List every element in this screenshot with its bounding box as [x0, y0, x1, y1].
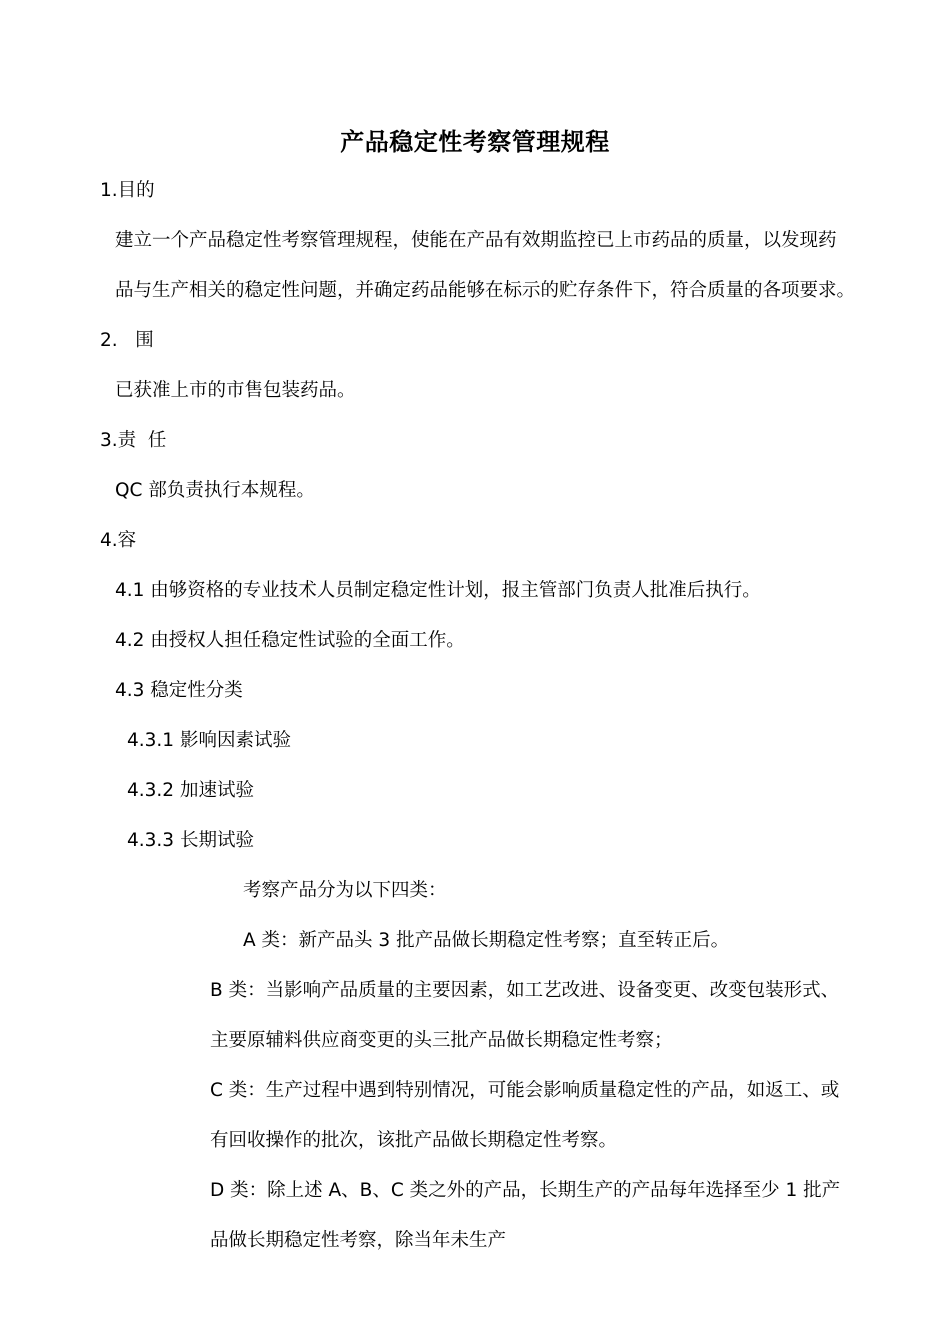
responsibility-text: QC 部负责执行本规程。 — [115, 480, 315, 501]
section-heading-responsibility: 3.责 任 — [100, 430, 167, 451]
section-heading-content: 4.容 — [100, 530, 137, 551]
purpose-text-line-1: 建立一个产品稳定性考察管理规程，使能在产品有效期监控已上市药品的质量，以发现药 — [115, 230, 837, 251]
category-d-line-1: D 类：除上述 A、B、C 类之外的产品，长期生产的产品每年选择至少 1 批产 — [210, 1180, 841, 1201]
section-heading-purpose: 1.目的 — [100, 180, 155, 201]
category-c-line-1: C 类：生产过程中遇到特别情况，可能会影响质量稳定性的产品，如返工、或 — [210, 1080, 840, 1101]
item-4-3-1: 4.3.1 影响因素试验 — [127, 730, 291, 751]
item-4-2: 4.2 由授权人担任稳定性试验的全面工作。 — [115, 630, 465, 651]
document-title: 产品稳定性考察管理规程 — [340, 128, 610, 156]
item-4-3-3: 4.3.3 长期试验 — [127, 830, 254, 851]
item-4-1: 4.1 由够资格的专业技术人员制定稳定性计划，报主管部门负责人批准后执行。 — [115, 580, 761, 601]
category-intro: 考察产品分为以下四类： — [243, 880, 447, 901]
scope-text: 已获准上市的市售包装药品。 — [115, 380, 356, 401]
item-4-3-2: 4.3.2 加速试验 — [127, 780, 254, 801]
category-d-line-2: 品做长期稳定性考察，除当年未生产 — [210, 1230, 507, 1251]
section-heading-scope: 2. 围 — [100, 330, 154, 351]
category-a: A 类：新产品头 3 批产品做长期稳定性考察；直至转正后。 — [243, 930, 730, 951]
category-b-line-1: B 类：当影响产品质量的主要因素，如工艺改进、设备变更、改变包装形式、 — [210, 980, 840, 1001]
category-c-line-2: 有回收操作的批次，该批产品做长期稳定性考察。 — [210, 1130, 618, 1151]
category-b-line-2: 主要原辅料供应商变更的头三批产品做长期稳定性考察； — [210, 1030, 673, 1051]
purpose-text-line-2: 品与生产相关的稳定性问题，并确定药品能够在标示的贮存条件下，符合质量的各项要求。 — [115, 280, 856, 301]
item-4-3: 4.3 稳定性分类 — [115, 680, 243, 701]
